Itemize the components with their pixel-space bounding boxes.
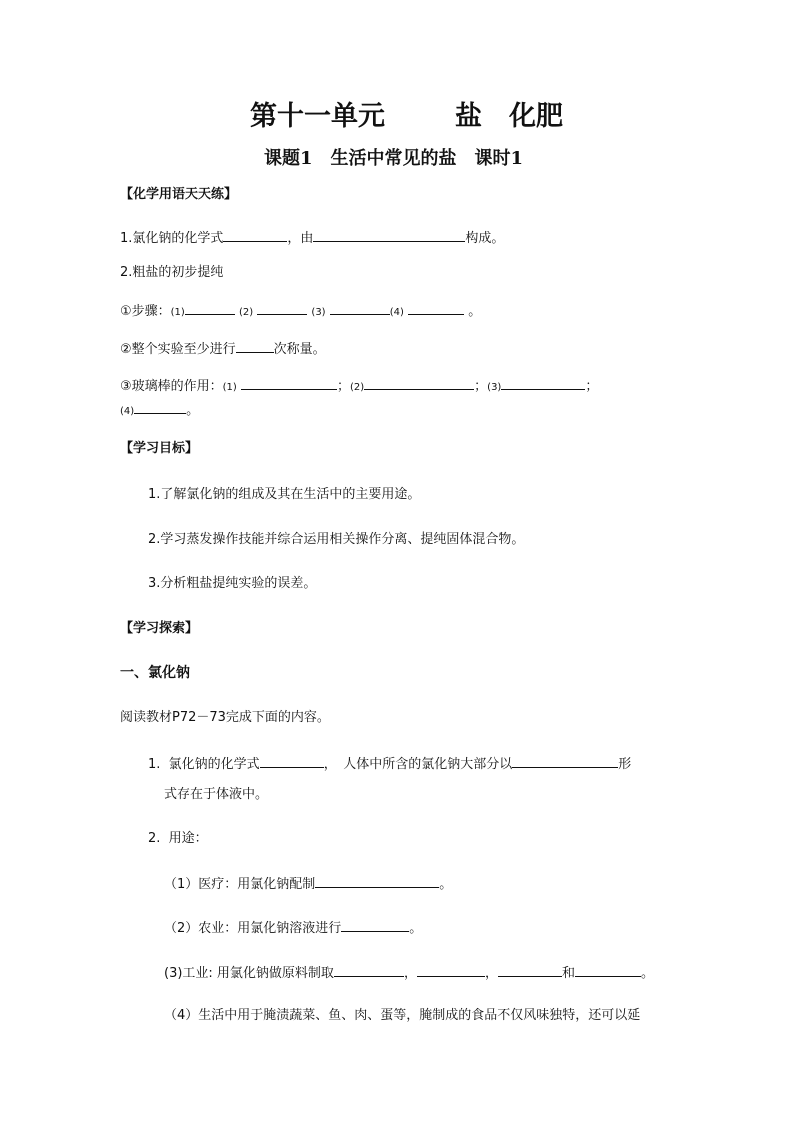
goal-item: 3.分析粗盐提纯实验的误差。 (148, 576, 317, 591)
question-1-text: 1.氯化钠的化学式 (120, 231, 224, 246)
answer-blank[interactable] (257, 301, 307, 315)
question-1-end: 构成。 (465, 231, 505, 246)
explore-item-1-cont: 式存在于体液中。 (164, 787, 269, 802)
use-text: (3)工业: 用氯化钠做原料制取 (164, 966, 334, 981)
steps-label: ①步骤： (120, 304, 171, 319)
item-1-text-middle: ， 人体中所含的氯化钠大部分以 (323, 757, 513, 772)
item-number: (4) (120, 406, 135, 417)
item-number: 2. (148, 831, 161, 846)
lesson-subtitle: 课题1 生活中常见的盐 课时1 (264, 148, 524, 169)
answer-blank[interactable] (260, 754, 324, 768)
section-heading: 一、氯化钠 (120, 665, 190, 681)
step-number: (2) (238, 307, 254, 318)
explore-heading: 【学习探索】 (120, 621, 199, 636)
step-number: (4) (389, 307, 404, 318)
steps-end: 。 (468, 304, 482, 319)
separator: 和 (561, 966, 575, 981)
goals-heading: 【学习目标】 (120, 441, 199, 456)
use-end: 。 (409, 921, 423, 936)
answer-blank[interactable] (315, 874, 439, 888)
glass-rod-label: ③玻璃棒的作用： (120, 379, 223, 394)
use-industry (164, 963, 654, 983)
item-number: (1) (222, 382, 237, 393)
answer-blank[interactable] (575, 963, 641, 977)
answer-blank[interactable] (134, 400, 186, 414)
separator: ； (585, 379, 599, 394)
answer-blank[interactable] (501, 376, 585, 390)
use-end: 。 (439, 877, 453, 892)
daily-practice-heading: 【化学用语天天练】 (120, 187, 238, 202)
question-2: 2.粗盐的初步提纯 (120, 265, 224, 280)
answer-blank[interactable] (330, 301, 390, 315)
item-1-text-end: 形 (618, 757, 632, 772)
glass-rod-line-cont (120, 400, 199, 421)
item-2-text: 用途： (168, 831, 208, 846)
answer-blank[interactable] (334, 963, 404, 977)
step-number: (3) (311, 307, 326, 318)
weigh-text: ②整个实验至少进行 (120, 342, 236, 357)
unit-title-topic: 盐 化肥 (455, 101, 563, 132)
answer-blank[interactable] (341, 918, 409, 932)
question-1 (120, 228, 504, 248)
answer-blank[interactable] (223, 228, 287, 242)
explore-item-1 (148, 754, 631, 774)
unit-title (250, 100, 563, 134)
answer-blank[interactable] (408, 301, 464, 315)
goal-item: 2.学习蒸发操作技能并综合运用相关操作分离、提纯固体混合物。 (148, 532, 525, 547)
answer-blank[interactable] (364, 376, 474, 390)
item-number: 1. (148, 757, 161, 772)
separator: ； (474, 379, 488, 394)
use-daily-life: （4）生活中用于腌渍蔬菜、鱼、肉、蛋等，腌制成的食品不仅风味独特，还可以延 (164, 1008, 641, 1023)
steps-line (120, 301, 481, 322)
answer-blank[interactable] (313, 228, 465, 242)
explore-item-2 (148, 830, 208, 848)
answer-blank[interactable] (498, 963, 562, 977)
separator: ， (403, 966, 417, 981)
answer-blank[interactable] (417, 963, 485, 977)
answer-blank[interactable] (512, 754, 618, 768)
glass-rod-end: 。 (186, 403, 200, 418)
question-1-connector: ，由 (287, 231, 314, 246)
item-number: (2) (349, 382, 365, 393)
use-text: （1）医疗：用氯化钠配制 (164, 877, 316, 892)
answer-blank[interactable] (241, 376, 337, 390)
answer-blank[interactable] (185, 301, 235, 315)
use-agriculture (164, 918, 422, 938)
weigh-line (120, 339, 326, 359)
goal-item: 1.了解氯化钠的组成及其在生活中的主要用途。 (148, 487, 421, 502)
glass-rod-line (120, 376, 598, 397)
use-end: 。 (640, 966, 654, 981)
answer-blank[interactable] (236, 339, 274, 353)
reading-instruction: 阅读教材P72－73完成下面的内容。 (120, 710, 330, 725)
item-1-text: 氯化钠的化学式 (168, 757, 260, 772)
unit-title-number: 第十一单元 (250, 101, 385, 132)
separator: ， (484, 966, 498, 981)
use-text: （2）农业：用氯化钠溶液进行 (164, 921, 342, 936)
item-number: (3) (487, 382, 502, 393)
separator: ； (336, 379, 350, 394)
weigh-end: 次称量。 (273, 342, 326, 357)
step-number: (1) (170, 307, 185, 318)
use-medical (164, 874, 452, 894)
